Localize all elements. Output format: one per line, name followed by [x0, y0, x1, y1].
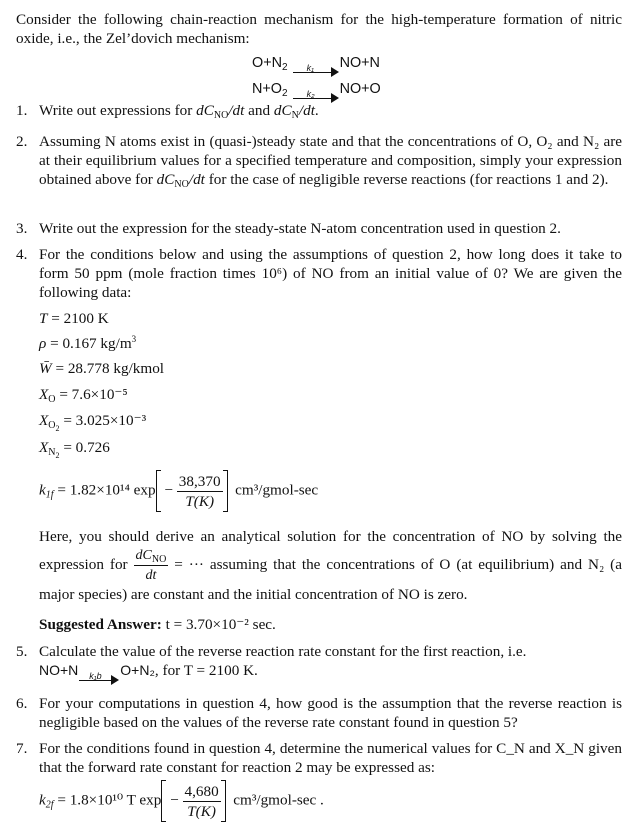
rate-constant-k1f: $k_{1f} = 1.82\times 10^{14}$ exp − $\frac{38,370}{T(K)}$ cm³/gmol-sec	[39, 470, 318, 512]
question-4-text: For the conditions below and using the assumptions of question 2, how long does it take to form 50 ppm (mole fraction times 10⁶) of NO from an initial value of 0? We are given the following data:	[39, 246, 622, 301]
question-6-number: 6.	[16, 695, 28, 712]
k1f-fraction: $\frac{38,370}{T(K)}$	[178, 472, 221, 510]
question-5-number: 5.	[16, 643, 28, 660]
question-1-text-b: and	[244, 102, 274, 119]
question-4	[16, 245, 622, 302]
reaction-1-rhs: NO+N	[339, 55, 380, 71]
question-2-text-b: for the case of negligible reverse reactions (for reactions 1 and 2).	[204, 171, 609, 188]
data-temperature: T = 2100 K	[39, 310, 109, 327]
suggested-answer: Suggested Answer: t = 3.70×10⁻² sec.	[39, 616, 276, 633]
reaction-2-lhs-sub: 2	[282, 88, 288, 99]
question-7-text: For the conditions found in question 4, determine the numerical values for C_N and X_N given that the forward rate constant for reaction 2 may be expressed as:	[39, 740, 622, 776]
data-molecular-weight: W̄ = 28.778 kg/kmol	[39, 360, 165, 377]
reaction-1-lhs: O+N	[252, 55, 282, 71]
reaction-1	[252, 54, 380, 73]
data-x-o2: $X_{O_2} = 3.025\times 10^{-3}$	[39, 412, 147, 433]
question-2-text-a: Assuming N atoms exist in (quasi-)steady state and that the concentrations of O, O₂ and N₂ are at their equilibrium values for a specified temperature and composition, simply your expression obtained above for	[39, 133, 622, 188]
reaction-2-lhs: N+O	[252, 81, 282, 97]
intro-paragraph: Consider the following chain-reaction mechanism for the high-temperature formation of nitric oxide, i.e., the Zel’dovich mechanism:	[16, 11, 622, 47]
question-1-number: 1.	[16, 102, 28, 119]
question-7-number: 7.	[16, 740, 28, 757]
data-x-n2: $X_{N_2} = 0.726$	[39, 439, 110, 460]
question-5-text-a: Calculate the value of the reverse reaction rate constant for the first reaction, i.e.	[39, 643, 527, 660]
question-4-number: 4.	[16, 246, 28, 263]
derive-paragraph: Here, you should derive an analytical solution for the concentration of NO by solving the expression for $\frac{dC_{NO}}{dt}$ = ··· assuming that the concentrations of O (at equilibrium) and N₂ (a major species) are constant and the initial concentration of NO is zero.	[39, 528, 622, 603]
k2f-fraction: $\frac{4,680}{T(K)}$	[184, 782, 219, 820]
reaction-2-rate-label: k₂	[306, 89, 315, 100]
question-1-text-a: Write out expressions for	[39, 102, 197, 119]
reverse-reaction: NO+N k₁b O+N₂	[39, 662, 155, 678]
data-density: ρ = 0.167 $kg/m^3$	[39, 334, 137, 352]
rate-constant-k2f: $k_{2f} = 1.8\times 10^{10}$ T exp − $\frac{4,680}{T(K)}$ cm³/gmol-sec .	[39, 780, 324, 822]
suggested-answer-value: t = 3.70×10⁻² sec.	[165, 616, 276, 633]
reaction-2	[252, 80, 381, 99]
reaction-2-rhs: NO+O	[339, 81, 381, 97]
question-2-number: 2.	[16, 133, 28, 150]
question-1: 1. Write out expressions for $dC_{NO}/dt$ and $dC_N/dt$.	[16, 102, 319, 121]
k2f-units: cm³/gmol-sec .	[233, 791, 324, 809]
question-2: 2. Assuming N atoms exist in (quasi-)steady state and that the concentrations of O, O₂ and N₂ are at their equilibrium values for a specified temperature and composition, simply your expression obtained above for $dC_{NO}/dt$ for the case of negligible reverse reactions (for reactions 1 and 2).	[16, 133, 622, 190]
question-3-number: 3.	[16, 220, 28, 237]
data-x-o: $X_O = 7.6\times 10^{-5}$	[39, 386, 128, 405]
question-7	[16, 739, 622, 777]
question-5: 5. Calculate the value of the reverse reaction rate constant for the first reaction, i.e. NO+N k₁b O+N₂, for T = 2100 K.	[16, 642, 622, 681]
reaction-1-rate-label: k₁	[306, 63, 314, 74]
bracket-right	[223, 470, 228, 512]
k1f-units: cm³/gmol-sec	[235, 481, 319, 499]
question-6-text: For your computations in question 4, how good is the assumption that the reverse reaction is negligible based on the values of the reverse rate constant found in question 5?	[39, 695, 622, 731]
question-6	[16, 694, 622, 732]
question-3-text: Write out the expression for the steady-state N-atom concentration used in question 2.	[39, 220, 561, 237]
reaction-1-lhs-sub: 2	[282, 62, 288, 73]
question-3	[16, 219, 622, 238]
